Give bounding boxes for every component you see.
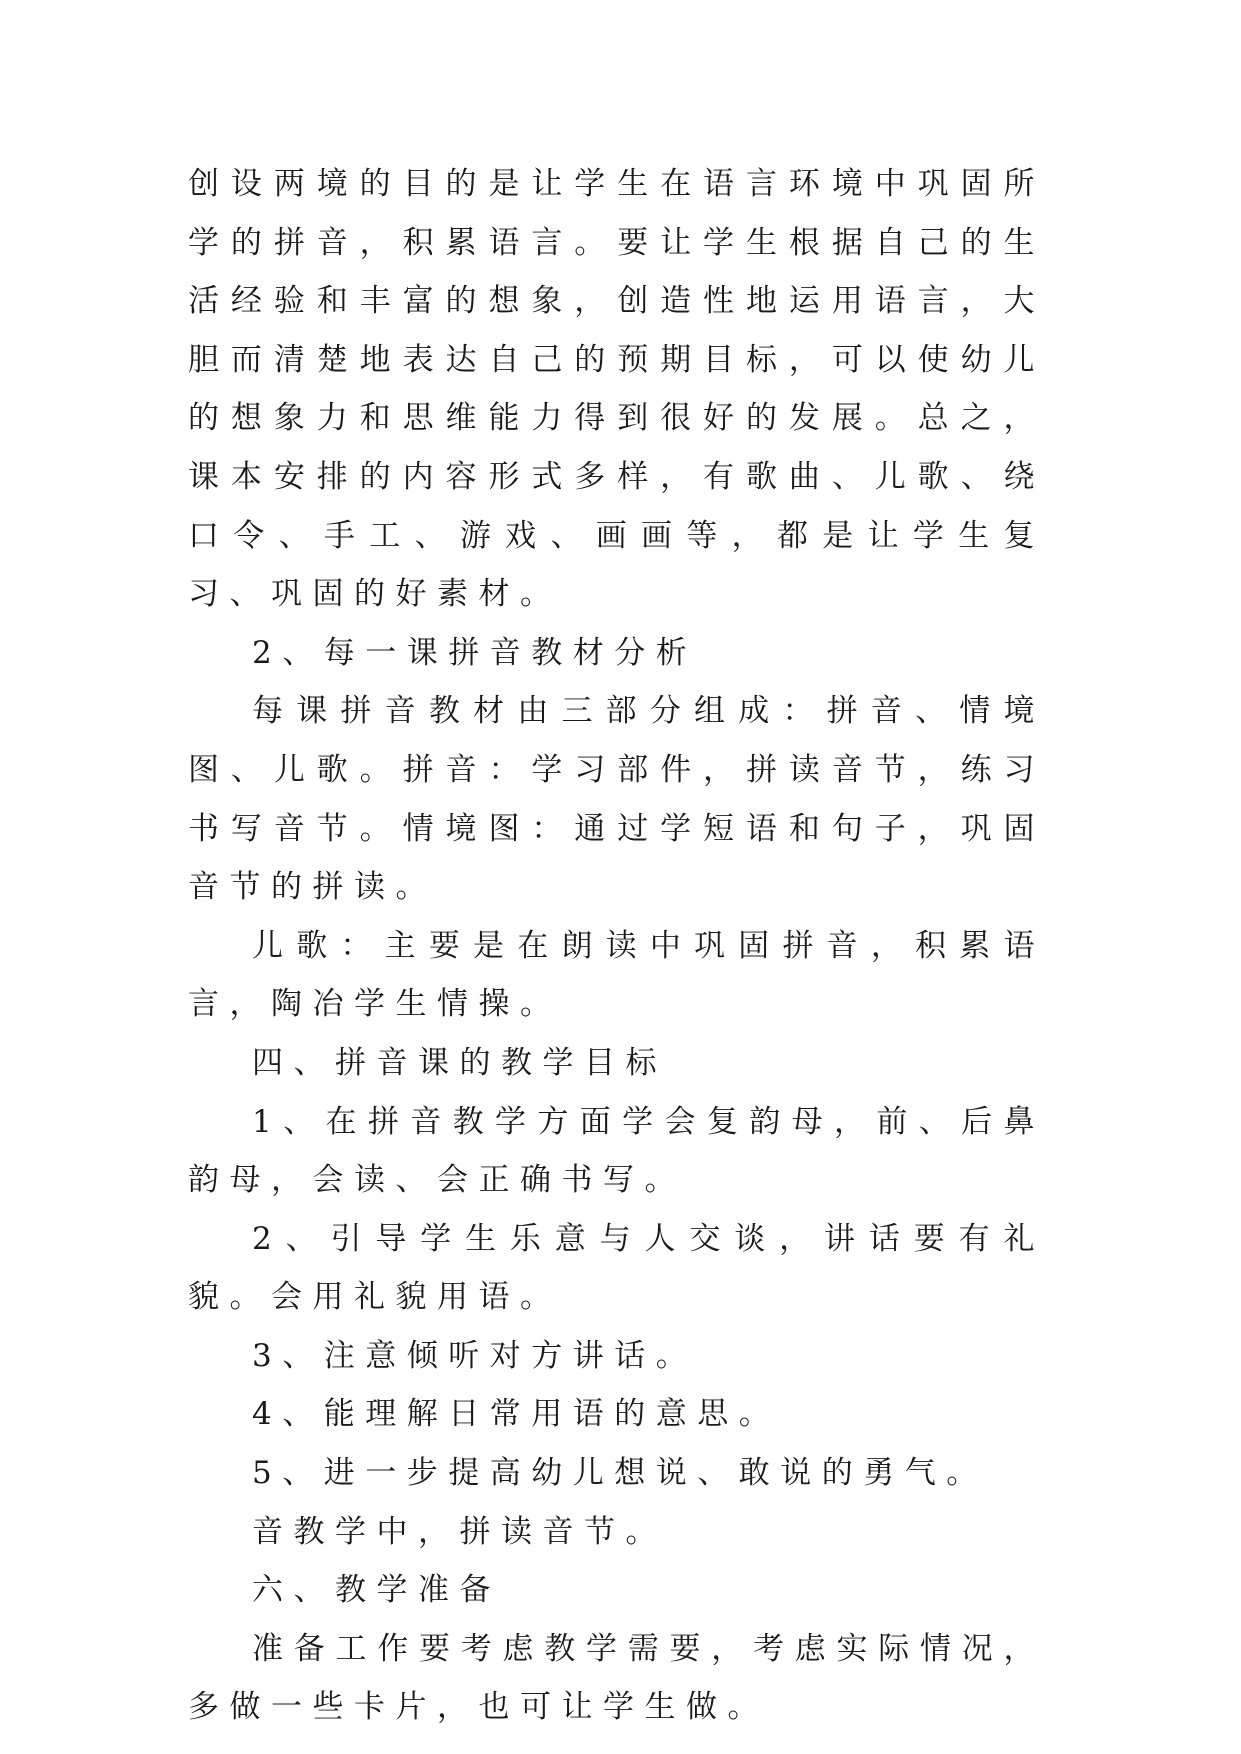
list-item: 3、注意倾听对方讲话。: [252, 1337, 698, 1374]
body-paragraph: 每课拼音教材由三部分组成：拼音、情境图、儿歌。拼音：学习部件，拼读音节，练习书写音节。情境图：通过学短语和句子，巩固音节的拼读。: [188, 693, 1045, 906]
section-heading: 四、拼音课的教学目标: [252, 1044, 667, 1081]
list-item: 5、进一步提高幼儿想说、敢说的勇气。: [252, 1455, 988, 1492]
list-item: 4、能理解日常用语的意思。: [252, 1396, 781, 1433]
body-paragraph: 音教学中，拼读音节。: [252, 1513, 667, 1550]
section-subheading: 2、每一课拼音教材分析: [252, 634, 698, 671]
body-paragraph: 儿歌：主要是在朗读中巩固拼音，积累语言，陶冶学生情操。: [188, 927, 1045, 1023]
body-paragraph: 准备工作要考虑教学需要，考虑实际情况，多做一些卡片，也可让学生做。: [188, 1630, 1045, 1726]
list-item: 1、在拼音教学方面学会复韵母，前、后鼻韵母，会读、会正确书写。: [188, 1103, 1045, 1199]
section-heading: 六、教学准备: [252, 1572, 501, 1609]
list-item: 2、引导学生乐意与人交谈，讲话要有礼貌。会用礼貌用语。: [188, 1220, 1045, 1316]
body-paragraph: 创设两境的目的是让学生在语言环境中巩固所学的拼音，积累语言。要让学生根据自己的生活经验和丰富的想象，创造性地运用语言，大胆而清楚地表达自己的预期目标，可以使幼儿的想象力和思维能力得到很好的发展。总之，课本安排的内容形式多样，有歌曲、儿歌、绕口令、手工、游戏、画画等，都是让学生复习、巩固的好素材。: [188, 166, 1045, 613]
